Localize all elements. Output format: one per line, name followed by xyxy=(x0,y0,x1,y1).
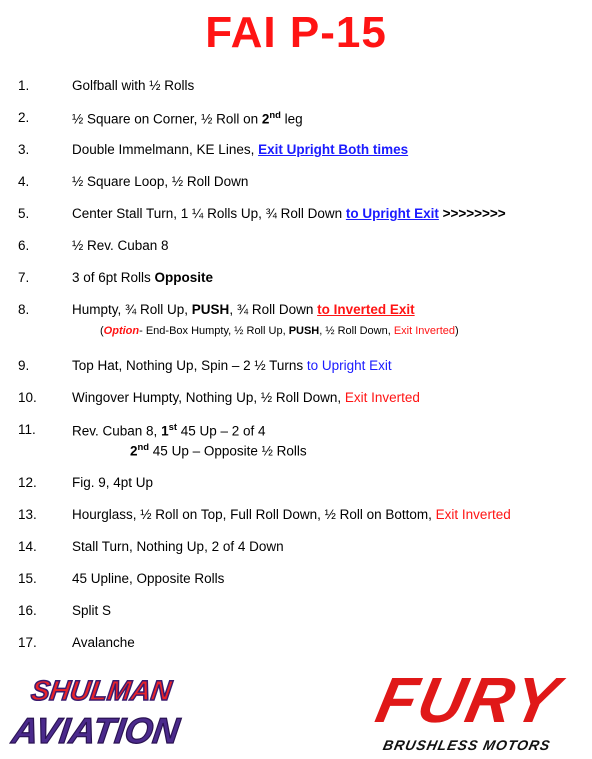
maneuver-10-seg-1: Exit Inverted xyxy=(344,390,420,405)
maneuver-description xyxy=(72,78,194,93)
maneuver-description xyxy=(72,422,266,439)
maneuver-8-seg-1: PUSH xyxy=(191,302,230,317)
maneuver-number: 8. xyxy=(18,302,30,317)
maneuver-4-seg-0: ½ Square Loop, ½ Roll Down xyxy=(72,174,249,189)
maneuver-number: 1. xyxy=(18,78,30,93)
maneuver-13-seg-1: Exit Inverted xyxy=(435,507,511,522)
maneuver-description xyxy=(72,110,303,127)
maneuver-8-seg-0: Humpty, ¾ Roll Up, xyxy=(72,302,192,317)
maneuver-number: 2. xyxy=(18,110,30,125)
line11b-seg-1: nd xyxy=(137,442,150,453)
maneuver-3-seg-1: Exit Upright Both times xyxy=(258,142,409,157)
note8-seg-2: - End-Box Humpty, ½ Roll Up, xyxy=(139,325,289,337)
line11b-seg-2: 45 Up – Opposite ½ Rolls xyxy=(149,443,307,459)
maneuver-5-seg-2: >>>>>>>> xyxy=(438,206,506,221)
maneuver-2-seg-0: ½ Square on Corner, ½ Roll on xyxy=(72,111,262,127)
maneuver-description xyxy=(72,475,153,490)
maneuver-description xyxy=(72,507,511,522)
fury-brushless-motors-logo xyxy=(370,660,570,755)
maneuver-number: 17. xyxy=(18,635,37,650)
maneuver-17-seg-0: Avalanche xyxy=(72,635,135,650)
note8-seg-1: Option xyxy=(103,325,140,337)
line11b-seg-0: 2 xyxy=(130,443,138,459)
note8-seg-5: Exit Inverted xyxy=(393,325,455,337)
maneuver-13-seg-0: Hourglass, ½ Roll on Top, Full Roll Down, ½ Roll on Bottom, xyxy=(72,507,436,522)
note8-seg-0: ( xyxy=(100,325,104,337)
maneuver-2-seg-2: nd xyxy=(269,110,281,121)
maneuver-description xyxy=(72,603,111,618)
logo-fury-text: FURY xyxy=(370,663,567,736)
maneuver-number: 4. xyxy=(18,174,30,189)
maneuver-number: 10. xyxy=(18,390,37,405)
note8-seg-3: PUSH xyxy=(288,325,320,337)
maneuver-11-seg-2: st xyxy=(168,422,177,433)
maneuver-description xyxy=(72,302,415,317)
maneuver-5-seg-1: to Upright Exit xyxy=(345,206,439,221)
maneuver-description xyxy=(72,206,506,221)
maneuver-8-seg-2: , ¾ Roll Down xyxy=(229,302,318,317)
note8-seg-6: ) xyxy=(454,325,459,337)
item-8-option-note xyxy=(100,325,459,337)
maneuver-15-seg-0: 45 Upline, Opposite Rolls xyxy=(72,571,225,586)
logo-brushless-text: BRUSHLESS MOTORS xyxy=(381,737,553,753)
maneuver-9-seg-1: to Upright Exit xyxy=(306,358,392,373)
maneuver-description xyxy=(72,390,420,405)
maneuver-7-seg-0: 3 of 6pt Rolls xyxy=(72,270,155,285)
maneuver-description xyxy=(72,238,169,253)
maneuver-description xyxy=(72,539,284,554)
maneuver-2-seg-1: 2 xyxy=(261,111,270,127)
maneuver-description xyxy=(72,635,135,650)
maneuver-number: 15. xyxy=(18,571,37,586)
maneuver-11-seg-1: 1 xyxy=(161,423,169,439)
maneuver-6-seg-0: ½ Rev. Cuban 8 xyxy=(72,238,169,253)
maneuver-10-seg-0: Wingover Humpty, Nothing Up, ½ Roll Down, xyxy=(72,390,345,405)
maneuver-8-seg-3: to Inverted Exit xyxy=(317,302,415,317)
item-11-second-line xyxy=(130,442,307,459)
shulman-aviation-logo xyxy=(9,665,182,751)
maneuver-16-seg-0: Split S xyxy=(72,603,112,618)
maneuver-description xyxy=(72,571,224,586)
maneuver-number: 7. xyxy=(18,270,30,285)
maneuver-description xyxy=(72,270,213,285)
maneuver-5-seg-0: Center Stall Turn, 1 ¼ Rolls Up, ¾ Roll Down xyxy=(72,206,346,221)
maneuver-number: 3. xyxy=(18,142,30,157)
maneuver-number: 14. xyxy=(18,539,37,554)
maneuver-number: 5. xyxy=(18,206,30,221)
maneuver-number: 13. xyxy=(18,507,37,522)
maneuver-14-seg-0: Stall Turn, Nothing Up, 2 of 4 Down xyxy=(72,539,284,554)
logo-shulman-text: SHULMAN xyxy=(29,675,174,706)
maneuver-12-seg-0: Fig. 9, 4pt Up xyxy=(72,475,154,490)
maneuver-number: 11. xyxy=(18,422,36,437)
maneuver-number: 9. xyxy=(18,358,30,373)
maneuver-1-seg-0: Golfball with ½ Rolls xyxy=(72,78,195,93)
maneuver-2-seg-3: leg xyxy=(280,111,303,127)
maneuver-number: 12. xyxy=(18,475,37,490)
maneuver-11-seg-3: 45 Up – 2 of 4 xyxy=(176,423,266,439)
maneuver-3-seg-0: Double Immelmann, KE Lines, xyxy=(72,142,259,157)
maneuver-9-seg-0: Top Hat, Nothing Up, Spin – 2 ½ Turns xyxy=(72,358,307,373)
logo-aviation-text: AVIATION xyxy=(9,710,182,751)
maneuver-7-seg-1: Opposite xyxy=(154,270,214,285)
maneuver-number: 16. xyxy=(18,603,37,618)
maneuver-number: 6. xyxy=(18,238,30,253)
note8-seg-4: , ½ Roll Down, xyxy=(319,325,394,337)
page-title: FAI P-15 xyxy=(205,8,387,57)
maneuver-description xyxy=(72,142,408,157)
maneuver-description xyxy=(72,358,392,373)
maneuver-description xyxy=(72,174,248,189)
maneuver-11-seg-0: Rev. Cuban 8, xyxy=(72,423,162,439)
